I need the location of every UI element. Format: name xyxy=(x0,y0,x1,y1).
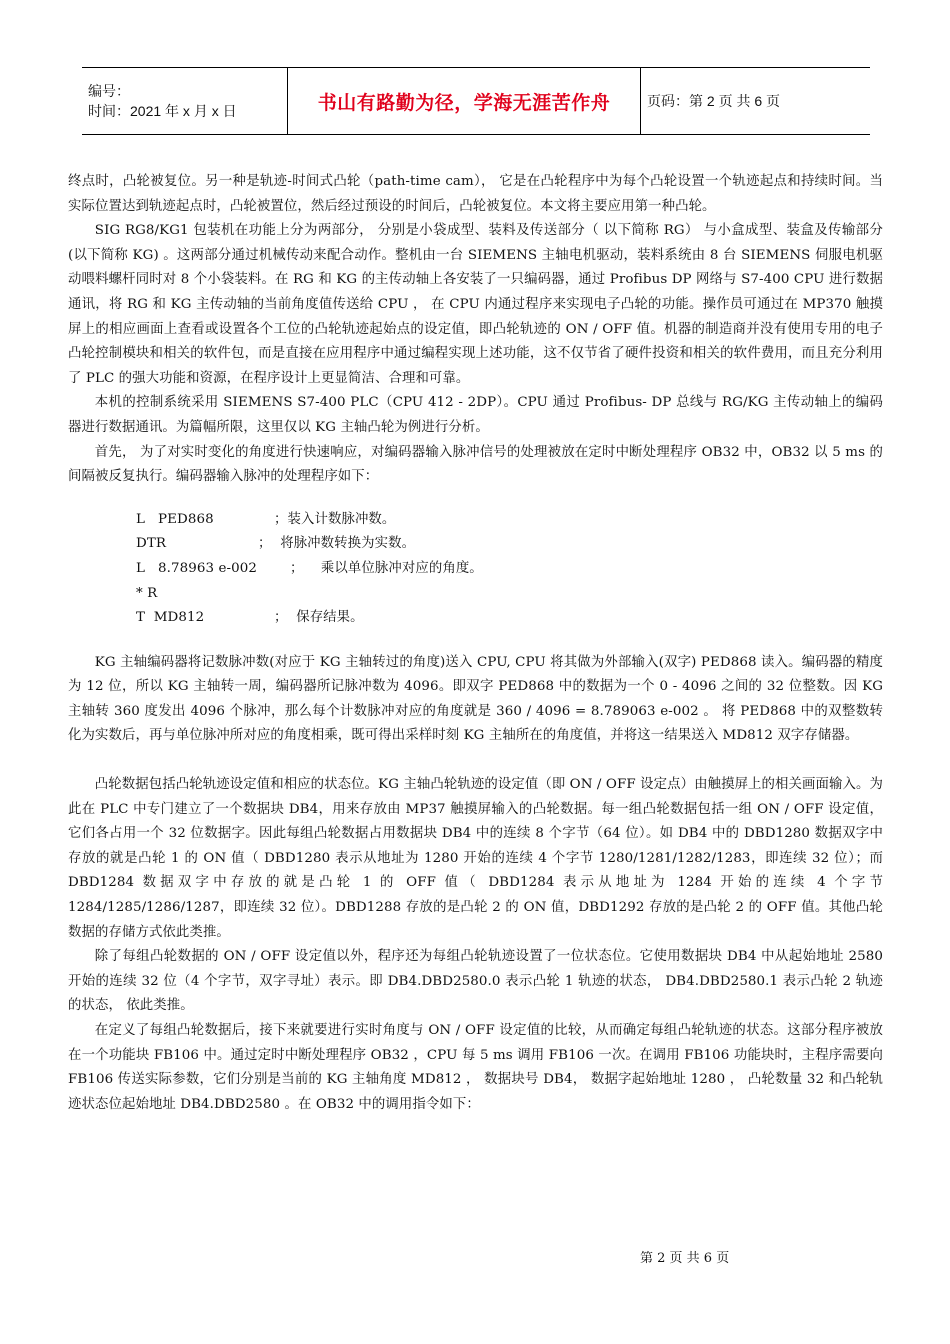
document-number-label: 编号： xyxy=(88,83,130,99)
code-line xyxy=(136,532,883,557)
header-motto: 书山有路勤为径，学海无涯苦作舟 xyxy=(317,91,611,114)
code-instruction: L PED868 xyxy=(136,511,214,527)
paragraph-gap xyxy=(68,749,883,773)
paragraph: 终点时，凸轮被复位。另一种是轨迹-时间式凸轮（path-time cam）， 它是在凸轮程序中为每个凸轮设置一个轨迹起点和持续时间。当实际位置达到轨迹起点时，凸轮被置位，然后经过预设的时间后，凸轮被复位。本文将主要应用第一种凸轮。 xyxy=(68,174,883,214)
paragraph: 凸轮数据包括凸轮轨迹设定值和相应的状态位。KG 主轴凸轮轨迹的设定值（即 ON / OFF 设定点）由触摸屏上的相关画面输入。为此在 PLC 中专门建立了一个数据块 DB4，用来存放由 MP37 触摸屏输入的凸轮数据。每一组凸轮数据包括一组 ON / OFF 设定值，它们各占用一个 32 位数据字。因此每组凸轮数据占用数据块 DB4 中的连续 8 个字节（64 位）。如 DB4 中的 DBD1280 数据双字中存放的就是凸轮 1 的 ON 值（ DBD1280 表示从地址为 1280 开始的连续 4 个字节 1280/1281/1282/1283，即连续 32 位）；而 DBD1284 数据双字中存放的就是凸轮 1 的 OFF 值（ DBD1284 表示从地址为 1284 开始的连续 4 个字节 1284/1285/1286/1287，即连续 32 位）。DBD1288 存放的是凸轮 2 的 ON 值，DBD1292 存放的是凸轮 2 的 OFF 值。其他凸轮数据的存储方式依此类推。 xyxy=(68,777,883,940)
code-instruction: * R xyxy=(136,585,158,601)
paragraph: SIG RG8/KG1 包装机在功能上分为两部分， 分别是小袋成型、装料及传送部分（ 以下简称 RG） 与小盒成型、装盒及传输部分(以下简称 KG) 。这两部分通过机械传动来配合动作。整机由一台 SIEMENS 主轴电机驱动，装料系统由 8 台 SIEMENS 伺服电机驱动喂料螺杆同时对 8 个小袋装料。在 RG 和 KG 的主传动轴上各安装了一只编码器，通过 Profibus DP 网络与 S7-400 CPU 进行数据通讯，将 RG 和 KG 主传动轴的当前角度值传送给 CPU ， 在 CPU 内通过程序来实现电子凸轮的功能。操作员可通过在 MP370 触摸屏上的相应画面上查看或设置各个工位的凸轮轨迹起始点的设定值，即凸轮轨迹的 ON / OFF 值。机器的制造商并没有使用专用的电子凸轮控制模块和相关的软件包，而是直接在应用程序中通过编程实现上述功能，这不仅节省了硬件投资和相关的软件费用，而且充分利用了 PLC 的强大功能和资源，在程序设计上更显简洁、合理和可靠。 xyxy=(68,223,883,386)
paragraph: 除了每组凸轮数据的 ON / OFF 设定值以外，程序还为每组凸轮轨迹设置了一位状态位。它使用数据块 DB4 中从起始地址 2580 开始的连续 32 位（4 个字节，双字寻址）表示。即 DB4.DBD2580.0 表示凸轮 1 轨迹的状态， DB4.DBD2580.1 表示凸轮 2 轨迹的状态， 依此类推。 xyxy=(68,949,883,1014)
paragraph: KG 主轴编码器将记数脉冲数(对应于 KG 主轴转过的角度)送入 CPU, CPU 将其做为外部输入(双字) PED868 读入。编码器的精度为 12 位，所以 KG 主轴转一周，编码器所记脉冲数为 4096。即双字 PED868 中的数据为一个 0 - 4096 之间的 32 位整数。因 KG 主轴转 360 度发出 4096 个脉冲，那么每个计数脉冲对应的角度就是 360 / 4096 = 8.789063 e-002 。 将 PED868 中的双整数转化为实数后，再与单位脉冲所对应的角度相乘，既可得出采样时刻 KG 主轴所在的角度值，并将这一结果送入 MD812 双字存储器。 xyxy=(68,654,883,744)
code-line xyxy=(136,508,883,533)
code-instruction: L 8.78963 e-002 xyxy=(136,560,257,576)
paragraph: 在定义了每组凸轮数据后，接下来就要进行实时角度与 ON / OFF 设定值的比较，从而确定每组凸轮轨迹的状态。这部分程序被放在一个功能块 FB106 中。通过定时中断处理程序 OB32 ，CPU 每 5 ms 调用 FB106 一次。在调用 FB106 功能块时，主程序需要向 FB106 传送实际参数，它们分别是当前的 KG 主轴角度 MD812 ， 数据块号 DB4， 数据字起始地址 1280 ， 凸轮数量 32 和凸轮轨迹状态位起始地址 DB4.DBD2580 。在 OB32 中的调用指令如下： xyxy=(68,1023,883,1112)
code-comment: ； 保存结果。 xyxy=(274,610,364,626)
code-comment: ；装入计数脉冲数。 xyxy=(274,511,396,527)
header-motto-cell xyxy=(287,68,641,134)
code-line xyxy=(136,582,883,607)
page-header xyxy=(82,67,870,135)
header-page-number: 页码：第 2 页 共 6 页 xyxy=(647,93,781,109)
code-instruction: DTR xyxy=(136,536,167,552)
header-page-cell xyxy=(641,68,870,134)
paragraph: 首先， 为了对实时变化的角度进行快速响应，对编码器输入脉冲信号的处理被放在定时中断处理程序 OB32 中，OB32 以 5 ms 的间隔被反复执行。编码器输入脉冲的处理程序如下： xyxy=(68,444,883,485)
code-comment: ； 乘以单位脉冲对应的角度。 xyxy=(290,560,483,576)
code-line xyxy=(136,606,883,631)
page-footer: 第 2 页 共 6 页 xyxy=(640,1251,730,1266)
header-info xyxy=(82,68,287,134)
code-line xyxy=(136,557,883,582)
paragraph: 本机的控制系统采用 SIEMENS S7-400 PLC（CPU 412 - 2DP）。CPU 通过 Profibus- DP 总线与 RG/KG 主传动轴上的编码器进行数据通讯。为篇幅所限，这里仅以 KG 主轴凸轮为例进行分析。 xyxy=(68,395,883,435)
document-date-label: 时间：2021 年 x 月 x 日 xyxy=(88,103,237,119)
code-block xyxy=(136,508,883,631)
code-comment: ； 将脉冲数转换为实数。 xyxy=(258,536,416,552)
document-body xyxy=(68,170,883,1117)
code-instruction: T MD812 xyxy=(136,610,205,626)
